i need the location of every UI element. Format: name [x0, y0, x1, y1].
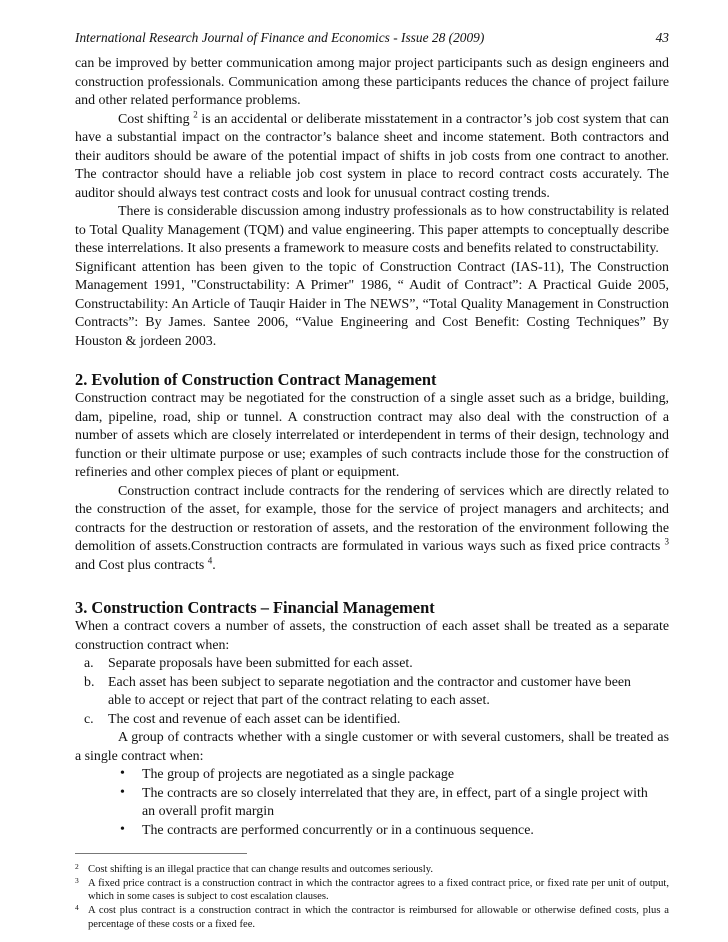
- footnote-ref-2: 2: [193, 108, 198, 119]
- page-number: 43: [655, 30, 669, 45]
- footnote: [75, 863, 669, 877]
- section-2-text-b: and Cost plus contracts: [75, 557, 205, 573]
- journal-title: International Research Journal of Finance and Economics - Issue 28 (2009): [75, 30, 485, 45]
- list-marker: c.: [84, 711, 94, 727]
- bullet-list: [75, 766, 669, 840]
- running-header: [75, 30, 669, 46]
- section-2-heading: 2. Evolution of Construction Contract Management: [75, 370, 437, 389]
- list-marker: b.: [84, 674, 95, 690]
- list-item-text: Each asset has been subject to separate negotiation and the contractor and customer have been able to accept or reject that part of the contract relating to each asset.: [108, 674, 632, 708]
- footnote-text: A fixed price contract is a construction contract in which the contractor agrees to a fixed contract price, or fixed rate per unit of output, which in some cases is subject to cost escalation clauses.: [88, 877, 669, 903]
- bullet-icon: •: [120, 766, 125, 781]
- footnote-number: 2: [75, 862, 79, 871]
- footnote-number: 3: [75, 875, 79, 885]
- footnote-number: 4: [75, 903, 79, 913]
- list-item-text: The cost and revenue of each asset can be identified.: [108, 711, 401, 727]
- cost-shifting-text: is an accidental or deliberate misstatement in a contractor’s job cost system that can have a substantial impact on the contractor’s balance sheet and income statement. Both contractors and their auditors should be aware of the potential impact of shifts in job costs from one contract to another. The contractor should have a reliable job cost system in place to record contract costs accurately. The auditor should always test contract costs and look for unusual contract costing trends.: [75, 111, 669, 201]
- section-3-intro: When a contract covers a number of assets, the construction of each asset shall be treated as a separate construction contract when:: [75, 619, 669, 653]
- page: [75, 30, 669, 932]
- section-2-text-c: .: [212, 557, 216, 573]
- footnote-divider: [75, 853, 247, 854]
- cost-shifting-term: Cost shifting: [118, 111, 190, 127]
- section-2-text-a: Construction contract include contracts for the rendering of services which are directly related to the construction of the asset, for example, those for the service of project managers and architects; and contracts for the destruction or restoration of assets, and the restoration of the environment following the demolition of assets.Construction contracts are formulated in various ways such as fixed price contracts: [75, 483, 669, 554]
- bullet-icon: •: [120, 784, 125, 800]
- bullet-icon: •: [120, 821, 125, 837]
- section-3-paragraph-2: A group of contracts whether with a single customer or with several customers, shall be treated as a single contract when:: [75, 730, 669, 764]
- section-2-paragraph-1: Construction contract may be negotiated for the construction of a single asset such as a bridge, building, dam, pipeline, road, ship or tunnel. A construction contract may also deal with the construction of a number of assets which are closely interrelated or interdependent in terms of their design, technology and function or their ultimate purpose or use; examples of such contracts include those for the construction of refineries and other complex pieces of plant or equipment.: [75, 391, 669, 480]
- intro-paragraph-2: [75, 108, 669, 204]
- list-item: [75, 785, 669, 822]
- intro-paragraph-4: Significant attention has been given to the topic of Construction Contract (IAS-11), The Construction Management 1991, "Constructability: A Primer" 1986, “ Audit of Contract”: A Practical Guide 2005, Constructability: An Article of Tauqir Haider in The NEWS”, “Total Quality Management in Construction Contracts”: By James. Santee 2006, “Value Engineering and Cost Benefit: Costing Techniques” By Houston & jordeen 2003.: [75, 259, 669, 349]
- bullet-text: The contracts are performed concurrently or in a continuous sequence.: [142, 822, 534, 838]
- intro-paragraph-3: There is considerable discussion among industry professionals as to how constructability is related to Total Quality Management (TQM) and value engineering. This paper attempts to conceptually describe these interrelations. It also presents a framework to measure costs and benefits related to constructability.: [75, 204, 669, 256]
- footnote-ref-3: 3: [664, 536, 669, 547]
- footnote-text: Cost shifting is an illegal practice that can change results and outcomes seriously.: [88, 864, 433, 875]
- list-item-text: Separate proposals have been submitted for each asset.: [108, 656, 413, 671]
- bullet-text: The group of projects are negotiated as a single package: [142, 767, 455, 782]
- list-item: [75, 822, 669, 841]
- section-2-paragraph-2: [75, 483, 669, 576]
- intro-paragraph-1: can be improved by better communication among major project participants such as design engineers and construction professionals. Communication among these participants reduces the chance of project failure and other related performance problems.: [75, 56, 669, 108]
- list-marker: a.: [84, 656, 94, 671]
- list-item: [75, 655, 669, 674]
- list-item: [75, 711, 669, 730]
- list-item: [75, 766, 669, 785]
- footnote: [75, 904, 669, 931]
- footnote-ref-4: 4: [207, 554, 213, 565]
- list-item: [75, 674, 669, 711]
- section-3-heading: 3. Construction Contracts – Financial Management: [75, 598, 435, 617]
- footnote: [75, 877, 669, 904]
- bullet-text: The contracts are so closely interrelated that they are, in effect, part of a single project with an overall profit margin: [142, 785, 648, 819]
- lettered-list: [75, 655, 669, 729]
- footnote-text: A cost plus contract is a construction contract in which the contractor is reimbursed for allowable or otherwise defined costs, plus a percentage of these costs or a fixed fee.: [88, 905, 669, 930]
